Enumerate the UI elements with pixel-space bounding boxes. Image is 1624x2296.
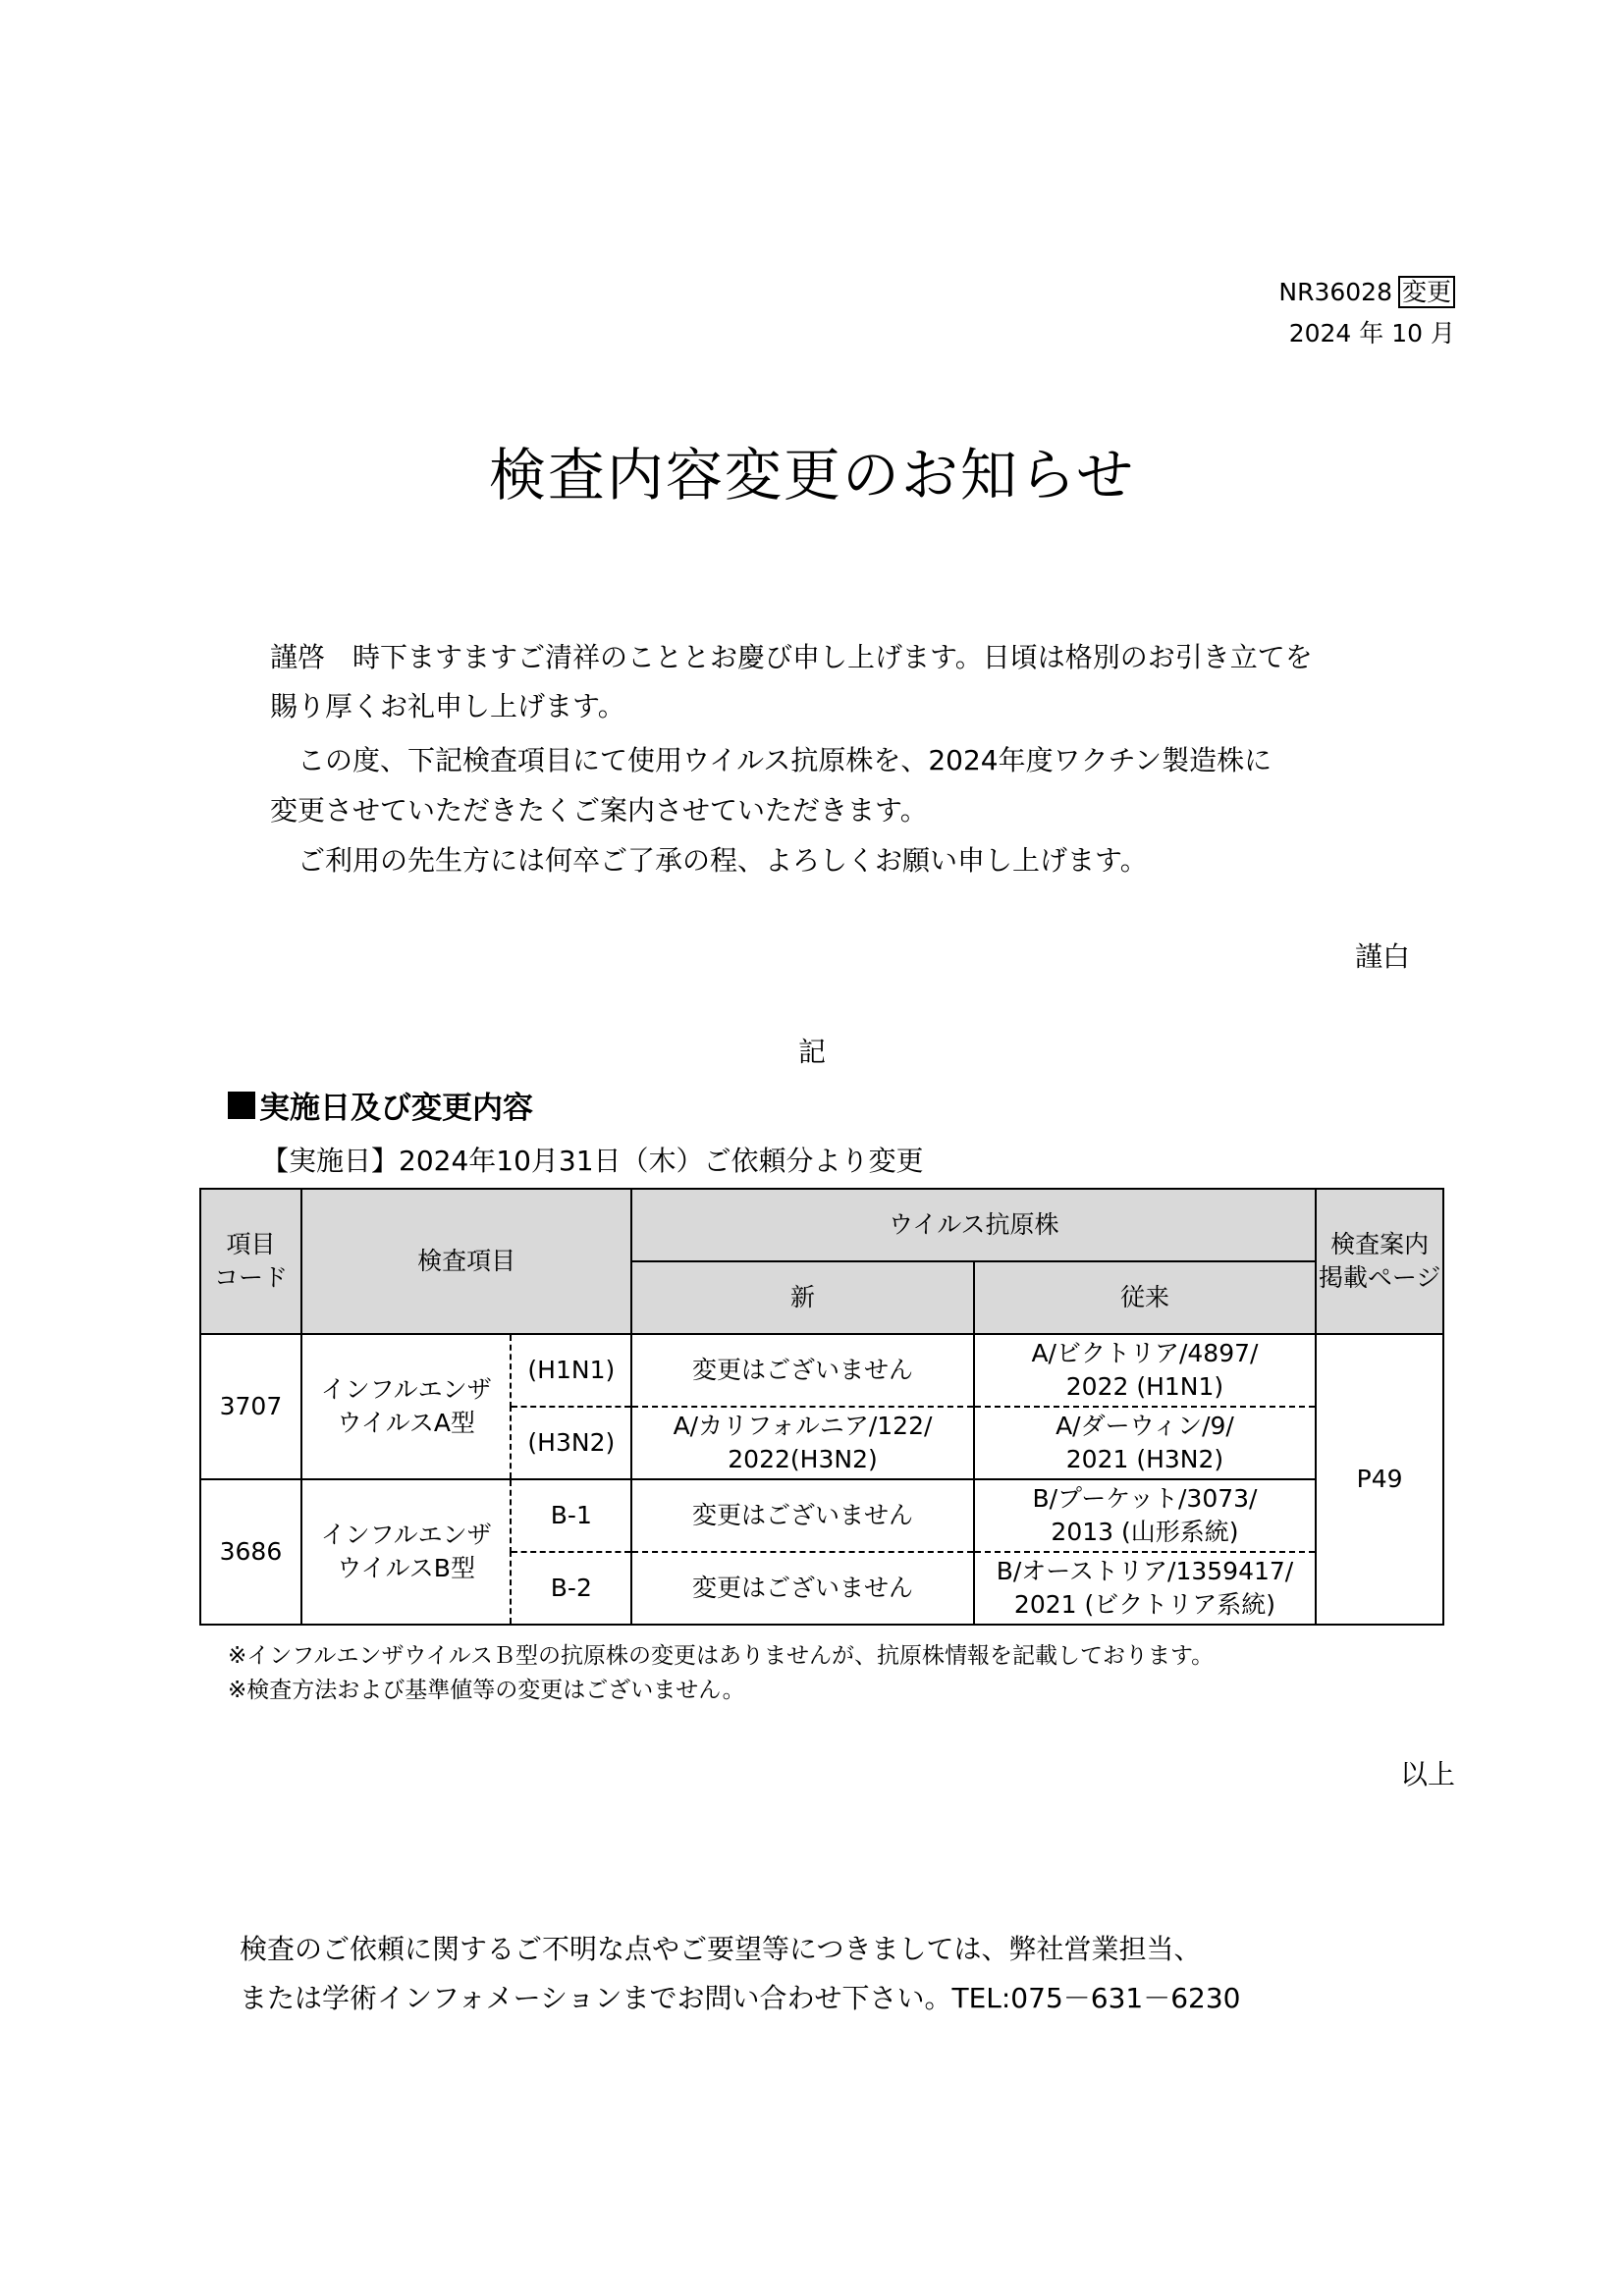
change-table — [199, 1188, 1444, 1626]
body-line-3: この度、下記検査項目にて使用ウイルス抗原株を、2024年度ワクチン製造株に — [270, 744, 1272, 776]
header-new: 新 — [631, 1261, 973, 1334]
implementation-date: 【実施日】2024年10月31日（木）ご依頼分より変更 — [261, 1145, 924, 1177]
body-line-1: 謹啓 時下ますますご清祥のこととお慶び申し上げます。日頃は格別のお引き立てを — [270, 641, 1313, 673]
page-ref: P49 — [1316, 1334, 1443, 1625]
header-page-line1: 検査案内 — [1330, 1230, 1430, 1258]
old-strain-line2: 2021 (H3N2) — [1065, 1445, 1224, 1473]
old-strain-line1: A/ダーウィン/9/ — [1056, 1412, 1234, 1440]
sub-type: (H3N2) — [511, 1407, 631, 1479]
group-code: 3686 — [200, 1479, 301, 1625]
group-code: 3707 — [200, 1334, 301, 1479]
group-name — [301, 1479, 511, 1625]
group-name-line1: インフルエンザ — [320, 1375, 492, 1404]
sub-type: B-1 — [511, 1479, 631, 1552]
old-strain-line2: 2022 (H1N1) — [1065, 1372, 1224, 1401]
issue-date: 2024 年 10 月 — [1288, 319, 1455, 347]
body-line-2: 賜り厚くお礼申し上げます。 — [270, 690, 625, 722]
page-title: 検査内容変更のお知らせ — [488, 442, 1136, 508]
old-strain — [974, 1407, 1316, 1479]
new-strain: 変更はございません — [631, 1334, 973, 1407]
header-page — [1316, 1189, 1443, 1334]
old-strain-line2: 2013 (山形系統) — [1051, 1518, 1239, 1546]
change-tag: 変更 — [1398, 276, 1455, 308]
old-strain-line1: A/ビクトリア/4897/ — [1031, 1339, 1259, 1367]
closing-kinpaku: 謹白 — [1354, 940, 1410, 973]
sub-type: (H1N1) — [511, 1334, 631, 1407]
header-code — [200, 1189, 301, 1334]
header-code-line2: コード — [213, 1263, 288, 1292]
section-heading-text: 実施日及び変更内容 — [259, 1091, 533, 1126]
old-strain-line1: B/プーケット/3073/ — [1032, 1484, 1258, 1513]
header-virus: ウイルス抗原株 — [631, 1189, 1316, 1261]
group-name-line2: ウイルスA型 — [337, 1409, 475, 1437]
note-2: ※検査方法および基準値等の変更はございません。 — [228, 1678, 745, 1703]
old-strain — [974, 1334, 1316, 1407]
group-name — [301, 1334, 511, 1479]
new-strain: 変更はございません — [631, 1552, 973, 1625]
new-strain-line1: A/カリフォルニア/122/ — [673, 1412, 933, 1440]
footer-line-2: または学術インフォメーションまでお問い合わせ下さい。TEL:075－631－6230 — [240, 1982, 1241, 2014]
old-strain-line1: B/オーストリア/1359417/ — [996, 1557, 1294, 1585]
section-heading — [228, 1083, 533, 1127]
document-number-text: NR36028 — [1278, 278, 1392, 306]
ki-heading: 記 — [797, 1036, 826, 1068]
header-page-line2: 掲載ページ — [1318, 1263, 1441, 1292]
sub-type: B-2 — [511, 1552, 631, 1625]
closing-ijou: 以上 — [1399, 1758, 1455, 1790]
old-strain-line2: 2021 (ビクトリア系統) — [1013, 1590, 1275, 1619]
footer-line-1: 検査のご依頼に関するご不明な点やご要望等につきましては、弊社営業担当、 — [240, 1933, 1202, 1965]
header-old: 従来 — [974, 1261, 1316, 1334]
header-item: 検査項目 — [301, 1189, 631, 1334]
header-code-line1: 項目 — [226, 1230, 276, 1258]
group-name-line2: ウイルスB型 — [337, 1554, 475, 1582]
new-strain: 変更はございません — [631, 1479, 973, 1552]
new-strain-line2: 2022(H3N2) — [728, 1445, 878, 1473]
old-strain — [974, 1552, 1316, 1625]
body-line-4: 変更させていただきたくご案内させていただきます。 — [270, 794, 928, 827]
square-bullet-icon — [228, 1092, 255, 1119]
old-strain — [974, 1479, 1316, 1552]
group-name-line1: インフルエンザ — [320, 1521, 492, 1549]
note-1: ※インフルエンザウイルスＢ型の抗原株の変更はありませんが、抗原株情報を記載しております。 — [228, 1643, 1215, 1669]
new-strain — [631, 1407, 973, 1479]
document-number — [1278, 275, 1455, 310]
body-line-5: ご利用の先生方には何卒ご了承の程、よろしくお願い申し上げます。 — [270, 844, 1148, 877]
